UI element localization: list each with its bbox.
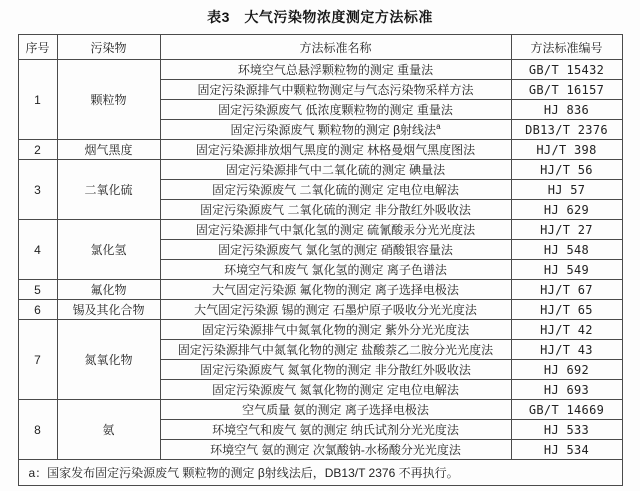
footnote-marker: a [436, 122, 441, 131]
cell-method-name: 固定污染源排放烟气黑度的测定 林格曼烟气黑度图法 [160, 140, 511, 160]
table-row [18, 300, 622, 320]
cell-method-name: 空气质量 氨的测定 离子选择电极法 [160, 400, 511, 420]
header-index: 序号 [18, 35, 57, 60]
table-row [18, 160, 622, 180]
header-standard-code: 方法标准编号 [511, 35, 622, 60]
cell-pollutant: 颗粒物 [57, 60, 160, 140]
cell-method-name: 固定污染源废气 氯化氢的测定 硝酸银容量法 [160, 240, 511, 260]
cell-method-name: 环境空气 氨的测定 次氯酸钠-水杨酸分光光度法 [160, 440, 511, 460]
cell-index: 1 [18, 60, 57, 140]
cell-standard-code: GB/T 16157 [511, 80, 622, 100]
footnote-row [18, 460, 622, 486]
header-pollutant: 污染物 [57, 35, 160, 60]
cell-standard-code: HJ 57 [511, 180, 622, 200]
cell-standard-code: HJ/T 27 [511, 220, 622, 240]
header-row [18, 35, 622, 60]
cell-method-name: 固定污染源废气 氮氧化物的测定 定电位电解法 [160, 380, 511, 400]
cell-index: 7 [18, 320, 57, 400]
cell-pollutant: 氨 [57, 400, 160, 460]
cell-standard-code: HJ 629 [511, 200, 622, 220]
table-header [18, 35, 622, 60]
cell-method-name: 固定污染源排气中氮氧化物的测定 紫外分光光度法 [160, 320, 511, 340]
table-foot [18, 460, 622, 486]
cell-method-name: 环境空气总悬浮颗粒物的测定 重量法 [160, 60, 511, 80]
cell-standard-code: HJ 533 [511, 420, 622, 440]
cell-method-name: 固定污染源废气 氮氧化物的测定 非分散红外吸收法 [160, 360, 511, 380]
cell-method-name: 大气固定污染源 氟化物的测定 离子选择电极法 [160, 280, 511, 300]
cell-standard-code: GB/T 15432 [511, 60, 622, 80]
cell-standard-code: HJ/T 56 [511, 160, 622, 180]
cell-method-name: 固定污染源排气中氮氧化物的测定 盐酸萘乙二胺分光光度法 [160, 340, 511, 360]
cell-standard-code: HJ/T 398 [511, 140, 622, 160]
cell-standard-code: HJ/T 43 [511, 340, 622, 360]
cell-index: 8 [18, 400, 57, 460]
cell-method-name: 固定污染源排气中颗粒物测定与气态污染物采样方法 [160, 80, 511, 100]
cell-standard-code: DB13/T 2376 [511, 120, 622, 140]
cell-method-name: 环境空气和废气 氨的测定 纳氏试剂分光光度法 [160, 420, 511, 440]
cell-method-name: 固定污染源废气 颗粒物的测定 β射线法$^a$ [160, 120, 511, 140]
cell-standard-code: HJ 534 [511, 440, 622, 460]
cell-pollutant: 氯化氢 [57, 220, 160, 280]
cell-method-name: 固定污染源排气中氯化氢的测定 硫氰酸汞分光光度法 [160, 220, 511, 240]
cell-index: 4 [18, 220, 57, 280]
cell-standard-code: GB/T 14669 [511, 400, 622, 420]
cell-method-name: 固定污染源废气 二氧化硫的测定 定电位电解法 [160, 180, 511, 200]
cell-method-name: 固定污染源排气中二氧化硫的测定 碘量法 [160, 160, 511, 180]
cell-index: 2 [18, 140, 57, 160]
cell-standard-code: HJ/T 65 [511, 300, 622, 320]
table-row [18, 140, 622, 160]
table-body [18, 60, 622, 460]
cell-standard-code: HJ/T 67 [511, 280, 622, 300]
cell-standard-code: HJ 836 [511, 100, 622, 120]
cell-standard-code: HJ 549 [511, 260, 622, 280]
table-footnote: a：国家发布固定污染源废气 颗粒物的测定 β射线法后，DB13/T 2376 不再执行。 [18, 460, 622, 486]
cell-index: 3 [18, 160, 57, 220]
cell-pollutant: 氟化物 [57, 280, 160, 300]
cell-standard-code: HJ 692 [511, 360, 622, 380]
table-row [18, 60, 622, 80]
cell-method-name: 固定污染源废气 低浓度颗粒物的测定 重量法 [160, 100, 511, 120]
cell-pollutant: 氮氧化物 [57, 320, 160, 400]
cell-pollutant: 锡及其化合物 [57, 300, 160, 320]
cell-index: 6 [18, 300, 57, 320]
cell-method-name: 环境空气和废气 氯化氢的测定 离子色谱法 [160, 260, 511, 280]
cell-method-name: 大气固定污染源 锡的测定 石墨炉原子吸收分光光度法 [160, 300, 511, 320]
cell-pollutant: 二氧化硫 [57, 160, 160, 220]
table-row [18, 220, 622, 240]
cell-method-name: 固定污染源废气 二氧化硫的测定 非分散红外吸收法 [160, 200, 511, 220]
table-title: 表3 大气污染物浓度测定方法标准 [207, 9, 433, 25]
standards-table [18, 34, 623, 486]
cell-standard-code: HJ 548 [511, 240, 622, 260]
table-row [18, 280, 622, 300]
table-row [18, 400, 622, 420]
cell-standard-code: HJ/T 42 [511, 320, 622, 340]
cell-index: 5 [18, 280, 57, 300]
table-row [18, 320, 622, 340]
header-method-name: 方法标准名称 [160, 35, 511, 60]
cell-standard-code: HJ 693 [511, 380, 622, 400]
cell-pollutant: 烟气黑度 [57, 140, 160, 160]
